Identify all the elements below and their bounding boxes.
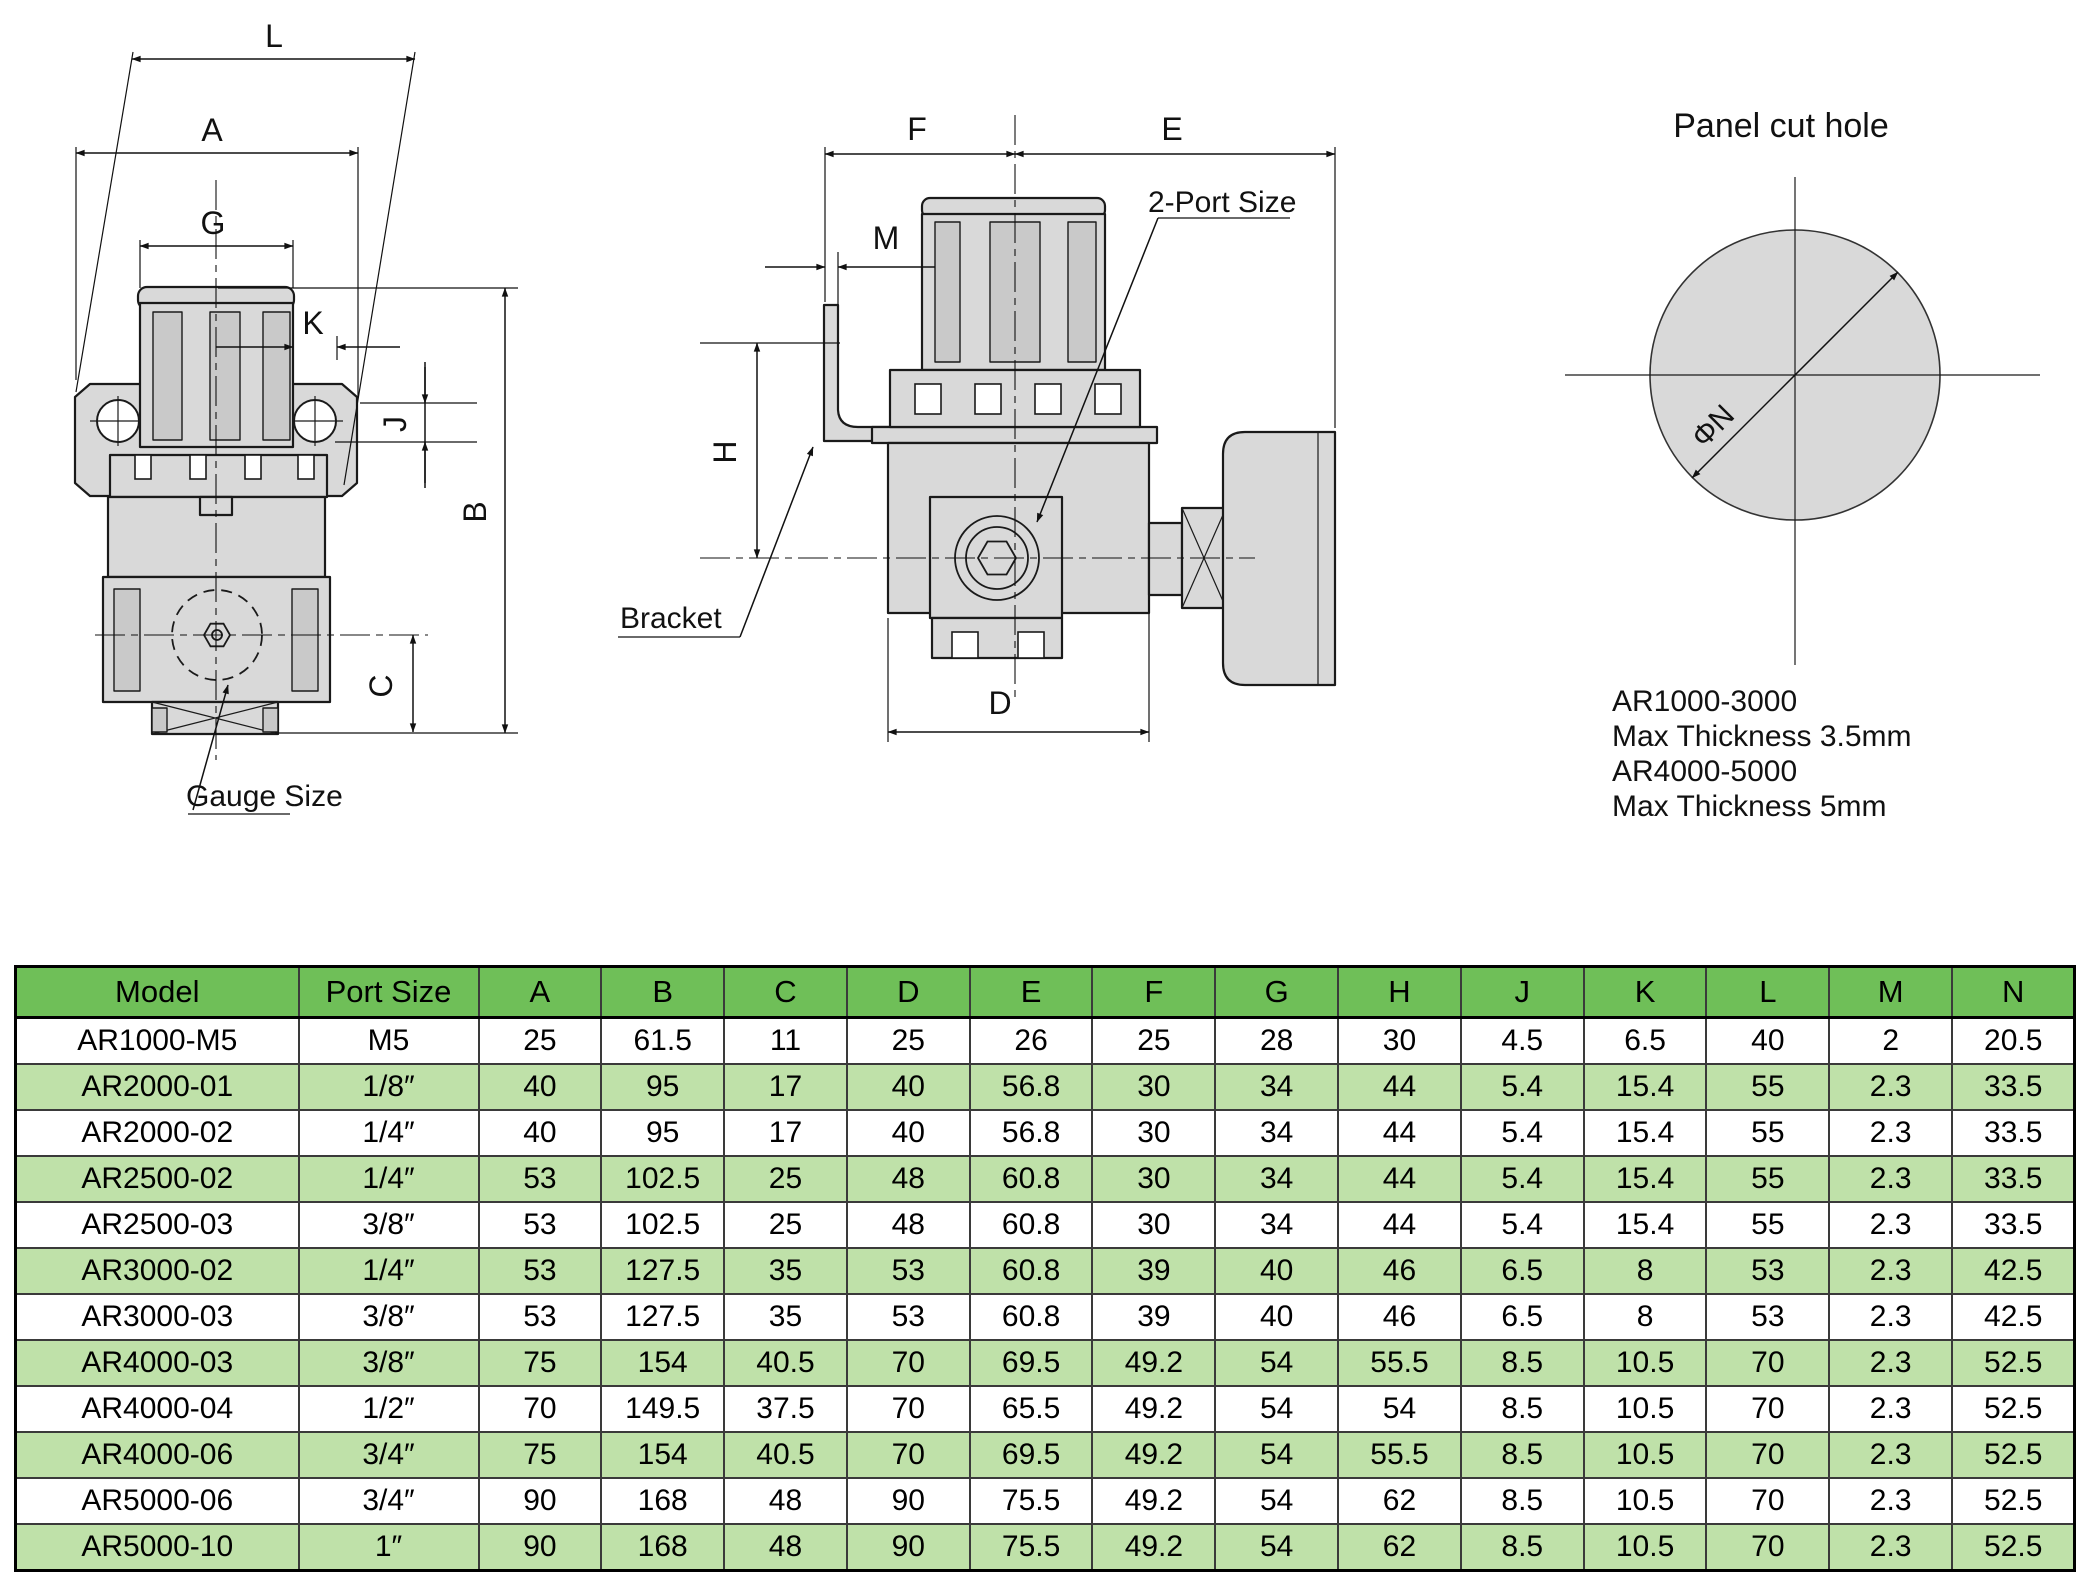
- column-header: N: [1952, 967, 2075, 1018]
- table-cell: 54: [1215, 1478, 1338, 1524]
- table-cell: 62: [1338, 1524, 1461, 1571]
- table-cell: 70: [847, 1386, 970, 1432]
- table-cell: 30: [1338, 1018, 1461, 1065]
- model-cell: AR2500-03: [16, 1202, 299, 1248]
- table-cell: 102.5: [601, 1156, 724, 1202]
- table-cell: 48: [847, 1202, 970, 1248]
- panel-cut-title: Panel cut hole: [1673, 107, 1889, 145]
- table-cell: 54: [1215, 1432, 1338, 1478]
- dim-label-g: G: [200, 205, 226, 241]
- table-cell: 52.5: [1952, 1524, 2075, 1571]
- table-cell: 52.5: [1952, 1478, 2075, 1524]
- table-cell: 1″: [299, 1524, 479, 1571]
- table-cell: 2.3: [1829, 1478, 1952, 1524]
- table-cell: 1/8″: [299, 1064, 479, 1110]
- table-cell: 11: [724, 1018, 847, 1065]
- table-cell: 95: [601, 1064, 724, 1110]
- table-cell: 15.4: [1584, 1156, 1707, 1202]
- table-cell: 55.5: [1338, 1432, 1461, 1478]
- table-cell: 8.5: [1461, 1524, 1584, 1571]
- spec-table: [14, 965, 2076, 1572]
- table-cell: 40: [1215, 1294, 1338, 1340]
- table-cell: 33.5: [1952, 1156, 2075, 1202]
- table-cell: 75.5: [970, 1524, 1093, 1571]
- table-cell: 33.5: [1952, 1110, 2075, 1156]
- table-row: [16, 1202, 2075, 1248]
- table-row: [16, 1110, 2075, 1156]
- table-cell: 102.5: [601, 1202, 724, 1248]
- table-cell: 10.5: [1584, 1524, 1707, 1571]
- table-cell: 20.5: [1952, 1018, 2075, 1065]
- table-cell: M5: [299, 1018, 479, 1065]
- table-cell: 6.5: [1461, 1294, 1584, 1340]
- dim-label-m: M: [872, 220, 900, 256]
- model-cell: AR2000-02: [16, 1110, 299, 1156]
- table-cell: 75: [479, 1340, 602, 1386]
- table-cell: 44: [1338, 1156, 1461, 1202]
- table-cell: 2.3: [1829, 1156, 1952, 1202]
- table-cell: 2.3: [1829, 1294, 1952, 1340]
- table-cell: 56.8: [970, 1064, 1093, 1110]
- table-cell: 40: [479, 1064, 602, 1110]
- table-cell: 4.5: [1461, 1018, 1584, 1065]
- panel-note-2: Max Thickness 3.5mm: [1612, 720, 1912, 753]
- table-cell: 40.5: [724, 1340, 847, 1386]
- model-cell: AR4000-03: [16, 1340, 299, 1386]
- table-cell: 8: [1584, 1248, 1707, 1294]
- table-cell: 15.4: [1584, 1110, 1707, 1156]
- model-cell: AR2500-02: [16, 1156, 299, 1202]
- table-cell: 52.5: [1952, 1386, 2075, 1432]
- table-cell: 40: [1706, 1018, 1829, 1065]
- gauge-size-label: Gauge Size: [186, 780, 343, 813]
- table-cell: 5.4: [1461, 1156, 1584, 1202]
- column-header: F: [1092, 967, 1215, 1018]
- dim-label-j: J: [377, 416, 413, 432]
- column-header: L: [1706, 967, 1829, 1018]
- table-cell: 8.5: [1461, 1432, 1584, 1478]
- table-cell: 26: [970, 1018, 1093, 1065]
- table-cell: 34: [1215, 1064, 1338, 1110]
- table-cell: 8.5: [1461, 1478, 1584, 1524]
- table-cell: 54: [1215, 1340, 1338, 1386]
- table-cell: 54: [1215, 1386, 1338, 1432]
- table-cell: 3/4″: [299, 1478, 479, 1524]
- table-cell: 70: [847, 1340, 970, 1386]
- table-cell: 2: [1829, 1018, 1952, 1065]
- table-cell: 34: [1215, 1110, 1338, 1156]
- spec-table-header: [16, 967, 2075, 1018]
- column-header: C: [724, 967, 847, 1018]
- table-cell: 2.3: [1829, 1386, 1952, 1432]
- table-cell: 53: [479, 1294, 602, 1340]
- table-cell: 30: [1092, 1110, 1215, 1156]
- table-cell: 168: [601, 1524, 724, 1571]
- table-cell: 3/8″: [299, 1294, 479, 1340]
- table-cell: 35: [724, 1294, 847, 1340]
- model-cell: AR2000-01: [16, 1064, 299, 1110]
- dim-label-b: B: [457, 501, 493, 523]
- table-cell: 70: [1706, 1432, 1829, 1478]
- table-cell: 54: [1215, 1524, 1338, 1571]
- table-cell: 6.5: [1584, 1018, 1707, 1065]
- table-cell: 1/4″: [299, 1248, 479, 1294]
- table-cell: 90: [479, 1524, 602, 1571]
- table-cell: 55: [1706, 1156, 1829, 1202]
- front-view: [75, 18, 518, 814]
- column-header: J: [1461, 967, 1584, 1018]
- table-cell: 55: [1706, 1110, 1829, 1156]
- table-cell: 48: [724, 1524, 847, 1571]
- table-cell: 2.3: [1829, 1110, 1952, 1156]
- dim-label-k: K: [302, 305, 324, 341]
- table-cell: 40: [847, 1064, 970, 1110]
- table-cell: 65.5: [970, 1386, 1093, 1432]
- table-cell: 35: [724, 1248, 847, 1294]
- table-cell: 33.5: [1952, 1202, 2075, 1248]
- column-header: G: [1215, 967, 1338, 1018]
- table-cell: 48: [847, 1156, 970, 1202]
- column-header: B: [601, 967, 724, 1018]
- table-cell: 90: [847, 1524, 970, 1571]
- table-cell: 40: [847, 1110, 970, 1156]
- table-cell: 69.5: [970, 1432, 1093, 1478]
- table-cell: 5.4: [1461, 1064, 1584, 1110]
- table-cell: 48: [724, 1478, 847, 1524]
- table-cell: 28: [1215, 1018, 1338, 1065]
- table-cell: 49.2: [1092, 1478, 1215, 1524]
- table-cell: 60.8: [970, 1156, 1093, 1202]
- table-cell: 42.5: [1952, 1248, 2075, 1294]
- table-cell: 70: [1706, 1386, 1829, 1432]
- table-cell: 60.8: [970, 1294, 1093, 1340]
- table-cell: 53: [847, 1294, 970, 1340]
- dim-label-e: E: [1161, 111, 1183, 147]
- table-cell: 25: [1092, 1018, 1215, 1065]
- table-cell: 44: [1338, 1202, 1461, 1248]
- port-size-label: 2-Port Size: [1148, 186, 1297, 219]
- table-cell: 154: [601, 1340, 724, 1386]
- table-cell: 44: [1338, 1110, 1461, 1156]
- dim-label-f: F: [907, 111, 927, 147]
- table-cell: 34: [1215, 1156, 1338, 1202]
- table-cell: 3/8″: [299, 1202, 479, 1248]
- table-cell: 15.4: [1584, 1202, 1707, 1248]
- table-cell: 54: [1338, 1386, 1461, 1432]
- table-cell: 53: [847, 1248, 970, 1294]
- table-cell: 53: [1706, 1248, 1829, 1294]
- table-row: [16, 1432, 2075, 1478]
- table-row: [16, 1340, 2075, 1386]
- table-cell: 17: [724, 1110, 847, 1156]
- table-cell: 127.5: [601, 1248, 724, 1294]
- table-cell: 52.5: [1952, 1432, 2075, 1478]
- table-cell: 25: [724, 1202, 847, 1248]
- table-cell: 53: [479, 1248, 602, 1294]
- table-cell: 53: [479, 1156, 602, 1202]
- column-header: Model: [16, 967, 299, 1018]
- table-cell: 39: [1092, 1294, 1215, 1340]
- table-cell: 75.5: [970, 1478, 1093, 1524]
- table-cell: 39: [1092, 1248, 1215, 1294]
- table-cell: 8.5: [1461, 1386, 1584, 1432]
- table-cell: 2.3: [1829, 1248, 1952, 1294]
- table-cell: 25: [847, 1018, 970, 1065]
- table-cell: 53: [1706, 1294, 1829, 1340]
- table-row: [16, 1018, 2075, 1065]
- table-cell: 62: [1338, 1478, 1461, 1524]
- table-cell: 2.3: [1829, 1340, 1952, 1386]
- table-cell: 30: [1092, 1202, 1215, 1248]
- dim-label-a: A: [201, 112, 223, 148]
- table-cell: 10.5: [1584, 1478, 1707, 1524]
- table-cell: 1/4″: [299, 1156, 479, 1202]
- panel-cut-view: [1565, 107, 2040, 823]
- table-cell: 46: [1338, 1294, 1461, 1340]
- model-cell: AR3000-02: [16, 1248, 299, 1294]
- table-cell: 15.4: [1584, 1064, 1707, 1110]
- table-cell: 70: [1706, 1524, 1829, 1571]
- table-cell: 2.3: [1829, 1432, 1952, 1478]
- table-cell: 10.5: [1584, 1432, 1707, 1478]
- table-cell: 6.5: [1461, 1248, 1584, 1294]
- dim-label-h: H: [707, 440, 743, 464]
- table-cell: 49.2: [1092, 1524, 1215, 1571]
- table-cell: 30: [1092, 1156, 1215, 1202]
- table-row: [16, 1294, 2075, 1340]
- table-cell: 2.3: [1829, 1064, 1952, 1110]
- table-cell: 69.5: [970, 1340, 1093, 1386]
- table-cell: 42.5: [1952, 1294, 2075, 1340]
- table-row: [16, 1064, 2075, 1110]
- table-cell: 61.5: [601, 1018, 724, 1065]
- table-row: [16, 1478, 2075, 1524]
- model-cell: AR5000-10: [16, 1524, 299, 1571]
- column-header: E: [970, 967, 1093, 1018]
- table-cell: 10.5: [1584, 1340, 1707, 1386]
- table-cell: 52.5: [1952, 1340, 2075, 1386]
- panel-note-4: Max Thickness 5mm: [1612, 790, 1887, 823]
- table-cell: 49.2: [1092, 1386, 1215, 1432]
- gauge-stem: [1149, 523, 1182, 595]
- table-row: [16, 1386, 2075, 1432]
- table-row: [16, 1524, 2075, 1571]
- table-cell: 55: [1706, 1202, 1829, 1248]
- table-cell: 30: [1092, 1064, 1215, 1110]
- column-header: K: [1584, 967, 1707, 1018]
- table-cell: 49.2: [1092, 1432, 1215, 1478]
- model-cell: AR3000-03: [16, 1294, 299, 1340]
- table-cell: 75: [479, 1432, 602, 1478]
- table-cell: 46: [1338, 1248, 1461, 1294]
- table-cell: 70: [847, 1432, 970, 1478]
- spec-table-body: [16, 1018, 2075, 1571]
- column-header: H: [1338, 967, 1461, 1018]
- diameter-label: ΦN: [1685, 398, 1742, 455]
- table-cell: 168: [601, 1478, 724, 1524]
- table-cell: 33.5: [1952, 1064, 2075, 1110]
- bracket-label: Bracket: [620, 602, 722, 635]
- table-cell: 40: [1215, 1248, 1338, 1294]
- side-view: [618, 111, 1335, 742]
- model-cell: AR5000-06: [16, 1478, 299, 1524]
- table-cell: 3/4″: [299, 1432, 479, 1478]
- dim-label-l: L: [265, 18, 283, 54]
- table-cell: 53: [479, 1202, 602, 1248]
- table-row: [16, 1156, 2075, 1202]
- table-cell: 10.5: [1584, 1386, 1707, 1432]
- table-cell: 149.5: [601, 1386, 724, 1432]
- table-cell: 56.8: [970, 1110, 1093, 1156]
- table-cell: 2.3: [1829, 1202, 1952, 1248]
- table-cell: 40: [479, 1110, 602, 1156]
- table-cell: 3/8″: [299, 1340, 479, 1386]
- dim-label-d: D: [988, 685, 1012, 721]
- model-cell: AR4000-04: [16, 1386, 299, 1432]
- model-cell: AR4000-06: [16, 1432, 299, 1478]
- table-cell: 90: [847, 1478, 970, 1524]
- table-cell: 40.5: [724, 1432, 847, 1478]
- column-header: M: [1829, 967, 1952, 1018]
- column-header: Port Size: [299, 967, 479, 1018]
- model-cell: AR1000-M5: [16, 1018, 299, 1065]
- table-cell: 25: [724, 1156, 847, 1202]
- regulator-side: [824, 198, 1335, 685]
- table-cell: 8.5: [1461, 1340, 1584, 1386]
- table-cell: 2.3: [1829, 1524, 1952, 1571]
- table-cell: 55: [1706, 1064, 1829, 1110]
- table-cell: 70: [1706, 1478, 1829, 1524]
- table-row: [16, 1248, 2075, 1294]
- table-cell: 8: [1584, 1294, 1707, 1340]
- table-cell: 44: [1338, 1064, 1461, 1110]
- panel-note-3: AR4000-5000: [1612, 755, 1798, 788]
- table-cell: 1/2″: [299, 1386, 479, 1432]
- table-cell: 127.5: [601, 1294, 724, 1340]
- table-cell: 60.8: [970, 1248, 1093, 1294]
- column-header: D: [847, 967, 970, 1018]
- column-header: A: [479, 967, 602, 1018]
- table-cell: 55.5: [1338, 1340, 1461, 1386]
- table-cell: 37.5: [724, 1386, 847, 1432]
- table-cell: 17: [724, 1064, 847, 1110]
- table-cell: 154: [601, 1432, 724, 1478]
- table-cell: 70: [479, 1386, 602, 1432]
- panel-note-1: AR1000-3000: [1612, 685, 1798, 718]
- table-cell: 5.4: [1461, 1110, 1584, 1156]
- table-cell: 95: [601, 1110, 724, 1156]
- table-cell: 60.8: [970, 1202, 1093, 1248]
- table-cell: 70: [1706, 1340, 1829, 1386]
- table-cell: 49.2: [1092, 1340, 1215, 1386]
- table-cell: 5.4: [1461, 1202, 1584, 1248]
- table-cell: 90: [479, 1478, 602, 1524]
- dim-label-c: C: [363, 674, 399, 698]
- table-cell: 34: [1215, 1202, 1338, 1248]
- table-cell: 25: [479, 1018, 602, 1065]
- table-cell: 1/4″: [299, 1110, 479, 1156]
